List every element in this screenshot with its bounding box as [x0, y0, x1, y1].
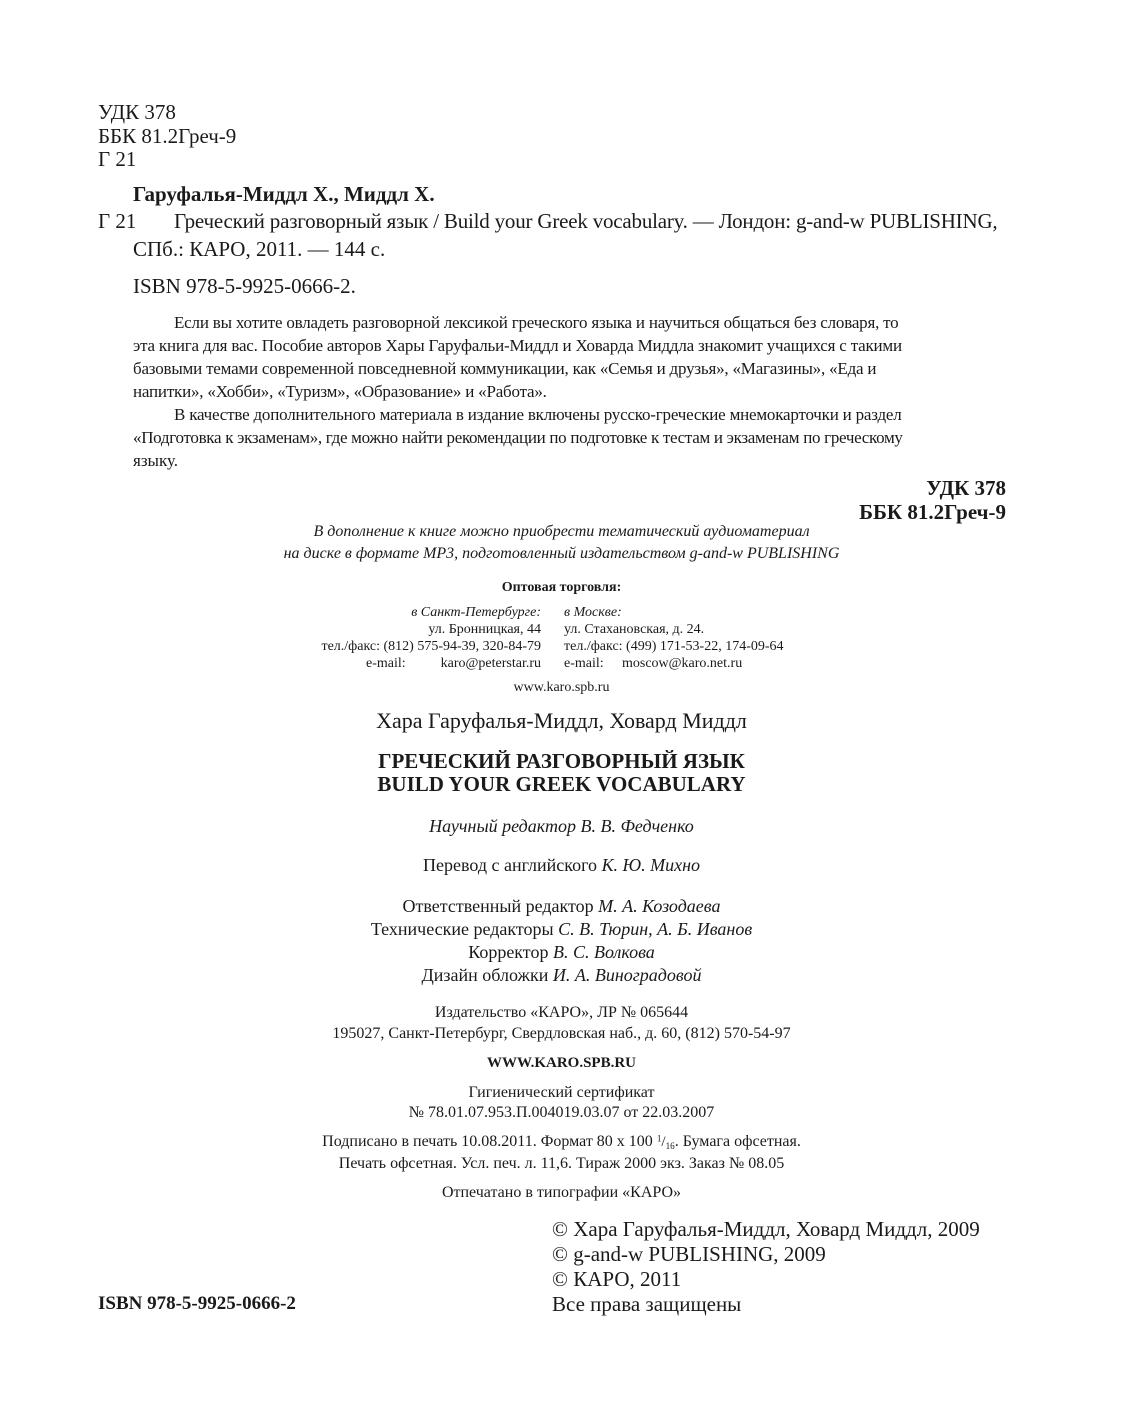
tech-editors-line	[0, 919, 1123, 940]
fraction-numerator: 1	[656, 1133, 662, 1144]
executive-editor-name: М. А. Козодаева	[598, 896, 721, 916]
moscow-email-label: e-mail:	[564, 656, 604, 671]
spb-phone: тел./факс: (812) 575-94-39, 320-84-79	[321, 639, 541, 654]
spb-address: ул. Бронницкая, 44	[428, 622, 541, 637]
bbk-top: ББК 81.2Греч-9	[98, 124, 237, 148]
annotation-line: языку.	[133, 451, 179, 470]
publisher-address: 195027, Санкт-Петербург, Свердловская наб., д. 60, (812) 570-54-97	[332, 1025, 791, 1042]
tech-editors-label: Технические редакторы	[370, 919, 554, 939]
print-info-line2: Печать офсетная. Усл. печ. л. 11,6. Тираж 2000 экз. Заказ № 08.05	[338, 1155, 785, 1172]
translator-label: Перевод с английского	[422, 855, 598, 875]
annotation-line: эта книга для вас. Пособие авторов Хары Гаруфальи-Миддл и Ховарда Миддла знакомит учащихся с такими	[133, 336, 902, 355]
catalog-udk: УДК 378	[926, 476, 1006, 500]
certificate-line1: Гигиенический сертификат	[468, 1084, 655, 1101]
catalog-isbn: ISBN 978-5-9925-0666-2.	[133, 274, 356, 298]
catalog-mark: Г 21	[98, 209, 137, 233]
print-info-line1	[0, 1133, 1123, 1151]
scientific-editor: Научный редактор В. В. Федченко	[429, 816, 694, 836]
fraction-denominator: 16	[665, 1141, 675, 1152]
cover-design-line	[0, 965, 1123, 986]
format-fraction	[656, 1133, 675, 1152]
book-title-ru: ГРЕЧЕСКИЙ РАЗГОВОРНЫЙ ЯЗЫК	[378, 749, 745, 773]
moscow-address: ул. Стахановская, д. 24.	[564, 622, 705, 637]
proofreader-label: Корректор	[468, 942, 549, 962]
spb-email[interactable]: karo@peterstar.ru	[440, 656, 541, 671]
book-authors: Хара Гаруфалья-Миддл, Ховард Миддл	[376, 708, 747, 733]
udk-top: УДК 378	[98, 100, 176, 124]
wholesale-title: Оптовая торговля:	[501, 580, 622, 595]
moscow-city: в Москве:	[564, 605, 622, 620]
spb-email-label: e-mail:	[366, 656, 406, 671]
copyright-line: © g-and-w PUBLISHING, 2009	[552, 1242, 826, 1266]
author-mark-top: Г 21	[98, 147, 137, 171]
annotation-line: напитки», «Хобби», «Туризм», «Образование» и «Работа».	[133, 382, 547, 401]
book-title-en: BUILD YOUR GREEK VOCABULARY	[377, 772, 746, 796]
moscow-phone: тел./факс: (499) 171-53-22, 174-09-64	[564, 639, 784, 654]
catalog-heading: Гаруфалья-Миддл Х., Миддл Х.	[133, 182, 435, 206]
isbn-footer: ISBN 978-5-9925-0666-2	[98, 1293, 296, 1314]
annotation-line: В качестве дополнительного материала в издание включены русско-греческие мнемокарточки и раздел	[174, 405, 902, 424]
executive-editor-line	[0, 896, 1123, 917]
catalog-description-line2: СПб.: КАРО, 2011. — 144 с.	[133, 237, 386, 261]
catalog-bbk: ББК 81.2Греч-9	[859, 500, 1006, 524]
print-info-start: Подписано в печать 10.08.2011. Формат 80 х 100	[322, 1133, 653, 1150]
tech-editors-names: С. В. Тюрин, А. Б. Иванов	[558, 919, 753, 939]
annotation-line: «Подготовка к экзаменам», где можно найти рекомендации по подготовке к тестам и экзаменам по греческому	[133, 428, 903, 447]
translator-line	[0, 855, 1123, 876]
publisher-website[interactable]: WWW.KARO.SPB.RU	[486, 1055, 637, 1071]
moscow-email[interactable]: moscow@karo.net.ru	[622, 656, 743, 671]
translator-name: К. Ю. Михно	[601, 855, 701, 875]
annotation-line: базовыми темами современной повседневной коммуникации, как «Семья и друзья», «Магазины», «Еда и	[133, 359, 877, 378]
copyright-line: Все права защищены	[552, 1292, 742, 1316]
catalog-description-line1: Греческий разговорный язык / Build your Greek vocabulary. — Лондон: g-and-w PUBLISHING,	[174, 209, 998, 233]
fraction-separator: /	[661, 1134, 666, 1150]
executive-editor-label: Ответственный редактор	[402, 896, 594, 916]
cover-design-label: Дизайн обложки	[421, 965, 549, 985]
print-info-end: . Бумага офсетная.	[674, 1133, 801, 1150]
cover-design-name: И. А. Виноградовой	[552, 965, 702, 985]
spb-city: в Санкт-Петербурге:	[411, 605, 541, 620]
proofreader-line	[0, 942, 1123, 963]
printed-at: Отпечатано в типографии «КАРО»	[441, 1184, 682, 1201]
wholesale-website[interactable]: www.karo.spb.ru	[513, 680, 610, 695]
annotation-line: Если вы хотите овладеть разговорной лексикой греческого языка и научиться общаться без словаря, то	[174, 313, 899, 332]
certificate-line2: № 78.01.07.953.П.004019.03.07 от 22.03.2007	[408, 1104, 715, 1121]
copyright-line: © КАРО, 2011	[552, 1267, 682, 1291]
audio-note-line2: на диске в формате MP3, подготовленный издательством g-and-w PUBLISHING	[283, 545, 840, 562]
copyright-line: © Хара Гаруфалья-Миддл, Ховард Миддл, 2009	[552, 1217, 980, 1241]
audio-note-line1: В дополнение к книге можно приобрести тематический аудиоматериал	[313, 523, 810, 540]
proofreader-name: В. С. Волкова	[552, 942, 655, 962]
publisher-name: Издательство «КАРО», ЛР № 065644	[434, 1004, 689, 1021]
